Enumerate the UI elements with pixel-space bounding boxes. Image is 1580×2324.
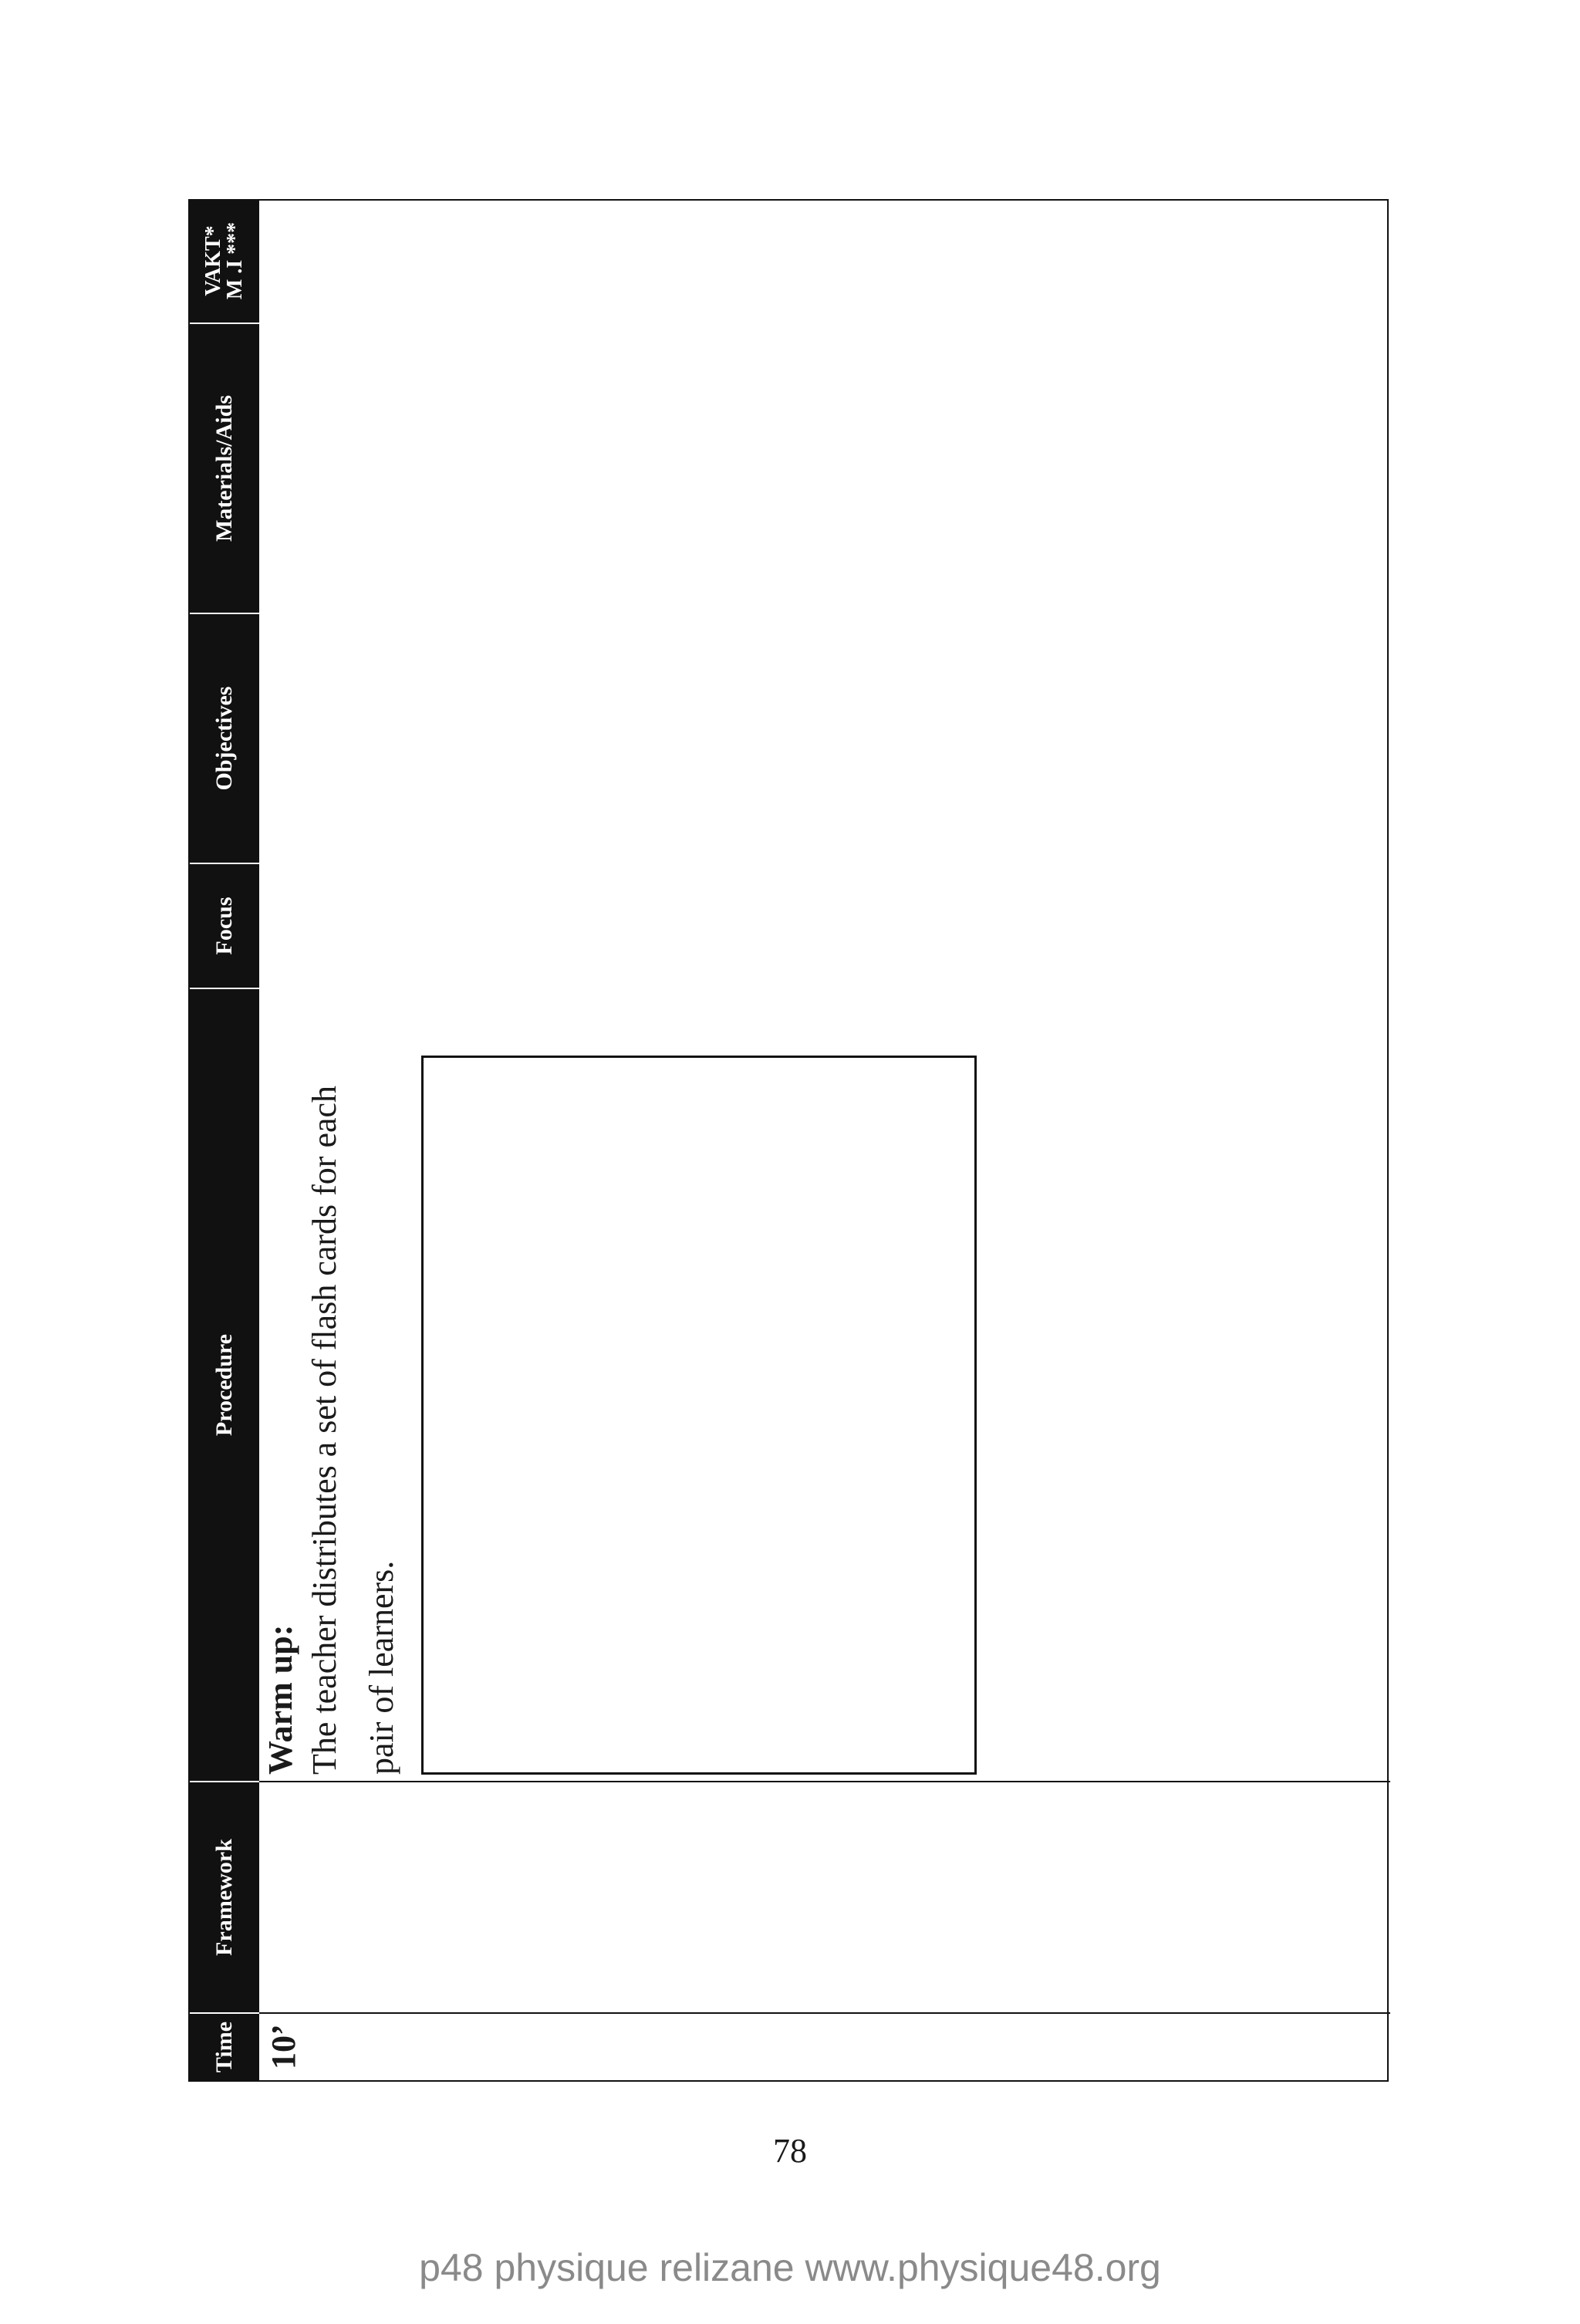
header-materials: Materials/Aids <box>190 323 259 613</box>
time-value: 10’ <box>265 2024 302 2069</box>
warmup-title: Warm up: <box>262 1624 299 1775</box>
procedure-cell <box>259 988 1390 1781</box>
header-time: Time <box>190 2012 259 2080</box>
warmup-intro: The teacher distributes a set of flash cards for each pair of learners. <box>306 1085 400 1775</box>
lesson-plan-table <box>188 199 1389 2082</box>
header-framework: Framework <box>190 1781 259 2012</box>
header-vakt <box>190 198 259 323</box>
page-number: 78 <box>773 2132 807 2170</box>
watermark-text: p48 physique relizane www.physique48.org <box>419 2246 1161 2289</box>
header-objectives: Objectives <box>190 613 259 863</box>
time-cell <box>259 2012 1390 2080</box>
header-vakt-line2: M .I *** <box>223 221 247 300</box>
framework-cell <box>259 1781 1390 2012</box>
header-focus: Focus <box>190 863 259 988</box>
header-vakt-line1: VAKT* <box>201 225 225 296</box>
header-procedure: Procedure <box>190 988 259 1781</box>
flash-cards-box <box>421 1056 977 1775</box>
